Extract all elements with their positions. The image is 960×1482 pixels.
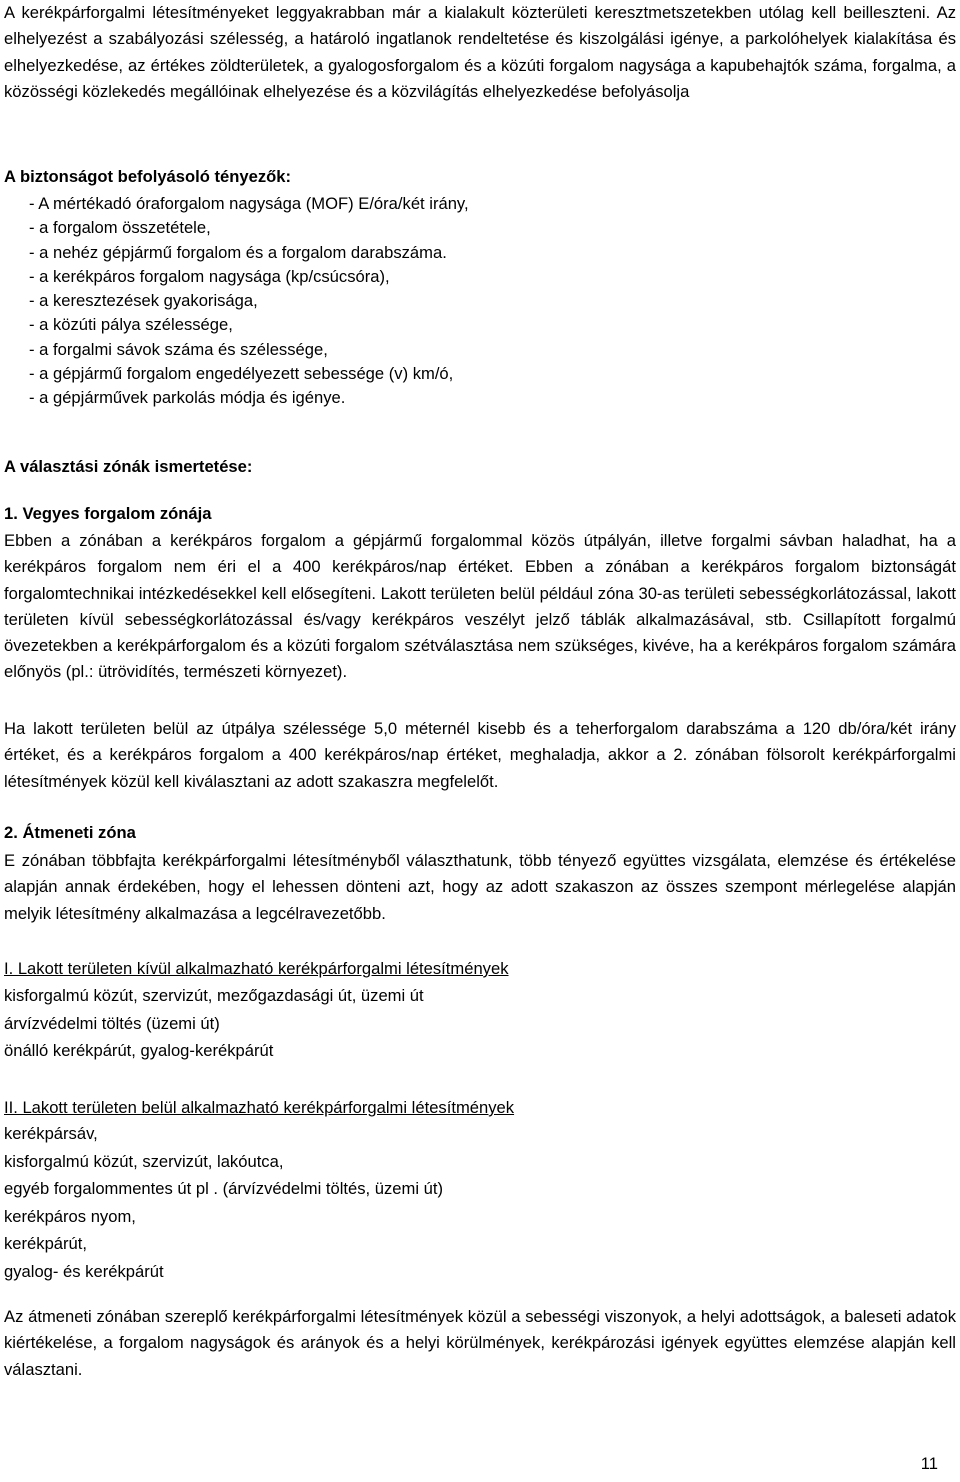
zone1-paragraph: Ebben a zónában a kerékpáros forgalom a gépjármű forgalommal közös útpályán, illetve forgalmi sávban haladhat, ha a kerékpáros forgalom nem éri el a 400 kerékpáros/nap értéket. Ebben a zónában a kerékpáros forgalom biztonságát forgalomtechnikai intézkedésekkel kell elősegíteni. Lakott területen belül például zóna 30-as területi sebességkorlátozással, lakott területen kívül sebességkorlátozással és/vagy kerékpáros veszélyt jelző táblák alkalmazásával, stb. Csillapított forgalmú övezetekben a kerékpárforgalom és a közúti forgalom szétválasztása nem szükséges, kivéve, ha a kerékpáros forgalom számára előnyös (pl.: ütrövidítés, természeti környezet). (4, 531, 956, 682)
outside-facilities-list (4, 982, 956, 1065)
list-item: - a gépjárművek parkolás módja és igénye. (29, 388, 346, 408)
zone2-heading: 2. Átmeneti zóna (4, 823, 136, 842)
list-item: - a forgalmi sávok száma és szélessége, (29, 339, 328, 359)
list-item: árvízvédelmi töltés (üzemi út) (4, 1013, 220, 1033)
outside-section-heading: I. Lakott területen kívül alkalmazható kerékpárforgalmi létesítmények (4, 959, 509, 978)
list-item: kerékpáros nyom, (4, 1206, 136, 1226)
list-item: - a keresztezések gyakorisága, (29, 291, 258, 311)
list-item: - A mértékadó óraforgalom nagysága (MOF) E/óra/két irány, (29, 194, 469, 213)
list-item: kerékpársáv, (4, 1124, 98, 1143)
zones-heading: A választási zónák ismertetése: (4, 457, 253, 476)
list-item: önálló kerékpárút, gyalog-kerékpárút (4, 1041, 274, 1060)
list-item: - a kerékpáros forgalom nagysága (kp/csúcsóra), (29, 266, 390, 286)
list-item: - a forgalom összetétele, (29, 218, 211, 238)
inside-section-heading: II. Lakott területen belül alkalmazható kerékpárforgalmi létesítmények (4, 1098, 515, 1117)
list-item: kerékpárút, (4, 1234, 88, 1253)
list-item: kisforgalmú közút, szervizút, lakóutca, (4, 1151, 284, 1171)
list-item: - a közúti pálya szélessége, (29, 315, 233, 335)
safety-heading: A biztonságot befolyásoló tényezők: (4, 167, 292, 186)
closing-paragraph: Az átmeneti zónában szereplő kerékpárforgalmi létesítmények közül a sebességi viszonyok, a helyi adottságok, a baleseti adatok kiértékelése, a forgalom nagyságok és arányok és a helyi körülmények, kerékpározási igények együttes elemzése alapján kell választani. (4, 1307, 956, 1379)
list-item: gyalog- és kerékpárút (4, 1261, 164, 1281)
list-item: egyéb forgalommentes út pl . (árvízvédelmi töltés, üzemi út) (4, 1179, 443, 1198)
intro-paragraph: A kerékpárforgalmi létesítményeket leggyakrabban már a kialakult közterületi keresztmetszetekben utólag kell beilleszteni. Az elhelyezést a szabályozási szélesség, a határoló ingatlanok rendeltetése és kiszolgálási igénye, a parkolóhelyek kialakítása és elhelyezkedése, az értékes zöldterületek, a gyalogosforgalom és a közúti forgalom nagysága a kapubehajtók száma, forgalma, a közösségi közlekedés megállóinak elhelyezése és a közvilágítás elhelyezkedése befolyásolja (4, 3, 956, 101)
page-number: 11 (920, 1454, 938, 1473)
zone1-heading: 1. Vegyes forgalom zónája (4, 504, 212, 523)
zone2-paragraph: E zónában többfajta kerékpárforgalmi létesítményből választhatunk, több tényező együttes vizsgálata, elemzése és értékelése alapján annak érdekében, hogy el lehessen dönteni azt, hogy az adott szakaszon az összes szempont mérlegelése alapján melyik létesítmény alkalmazása a legcélravezetőbb. (4, 851, 956, 923)
safety-factors-list (4, 192, 960, 411)
list-item: - a gépjármű forgalom engedélyezett sebessége (v) km/ó, (29, 364, 454, 384)
inside-facilities-list (4, 1120, 956, 1285)
list-item: - a nehéz gépjármű forgalom és a forgalom darabszáma. (29, 242, 447, 262)
zone1-paragraph-2: Ha lakott területen belül az útpálya szélessége 5,0 méternél kisebb és a teherforgalom darabszáma a 120 db/óra/két irány értéket, és a kerékpáros forgalom a 400 kerékpáros/nap értéket, meghaladja, akkor a 2. zónában fölsorolt kerékpárforgalmi létesítmények közül kell kiválasztani az adott szakaszra megfelelőt. (4, 719, 956, 791)
list-item: kisforgalmú közút, szervizút, mezőgazdasági út, üzemi út (4, 986, 424, 1005)
